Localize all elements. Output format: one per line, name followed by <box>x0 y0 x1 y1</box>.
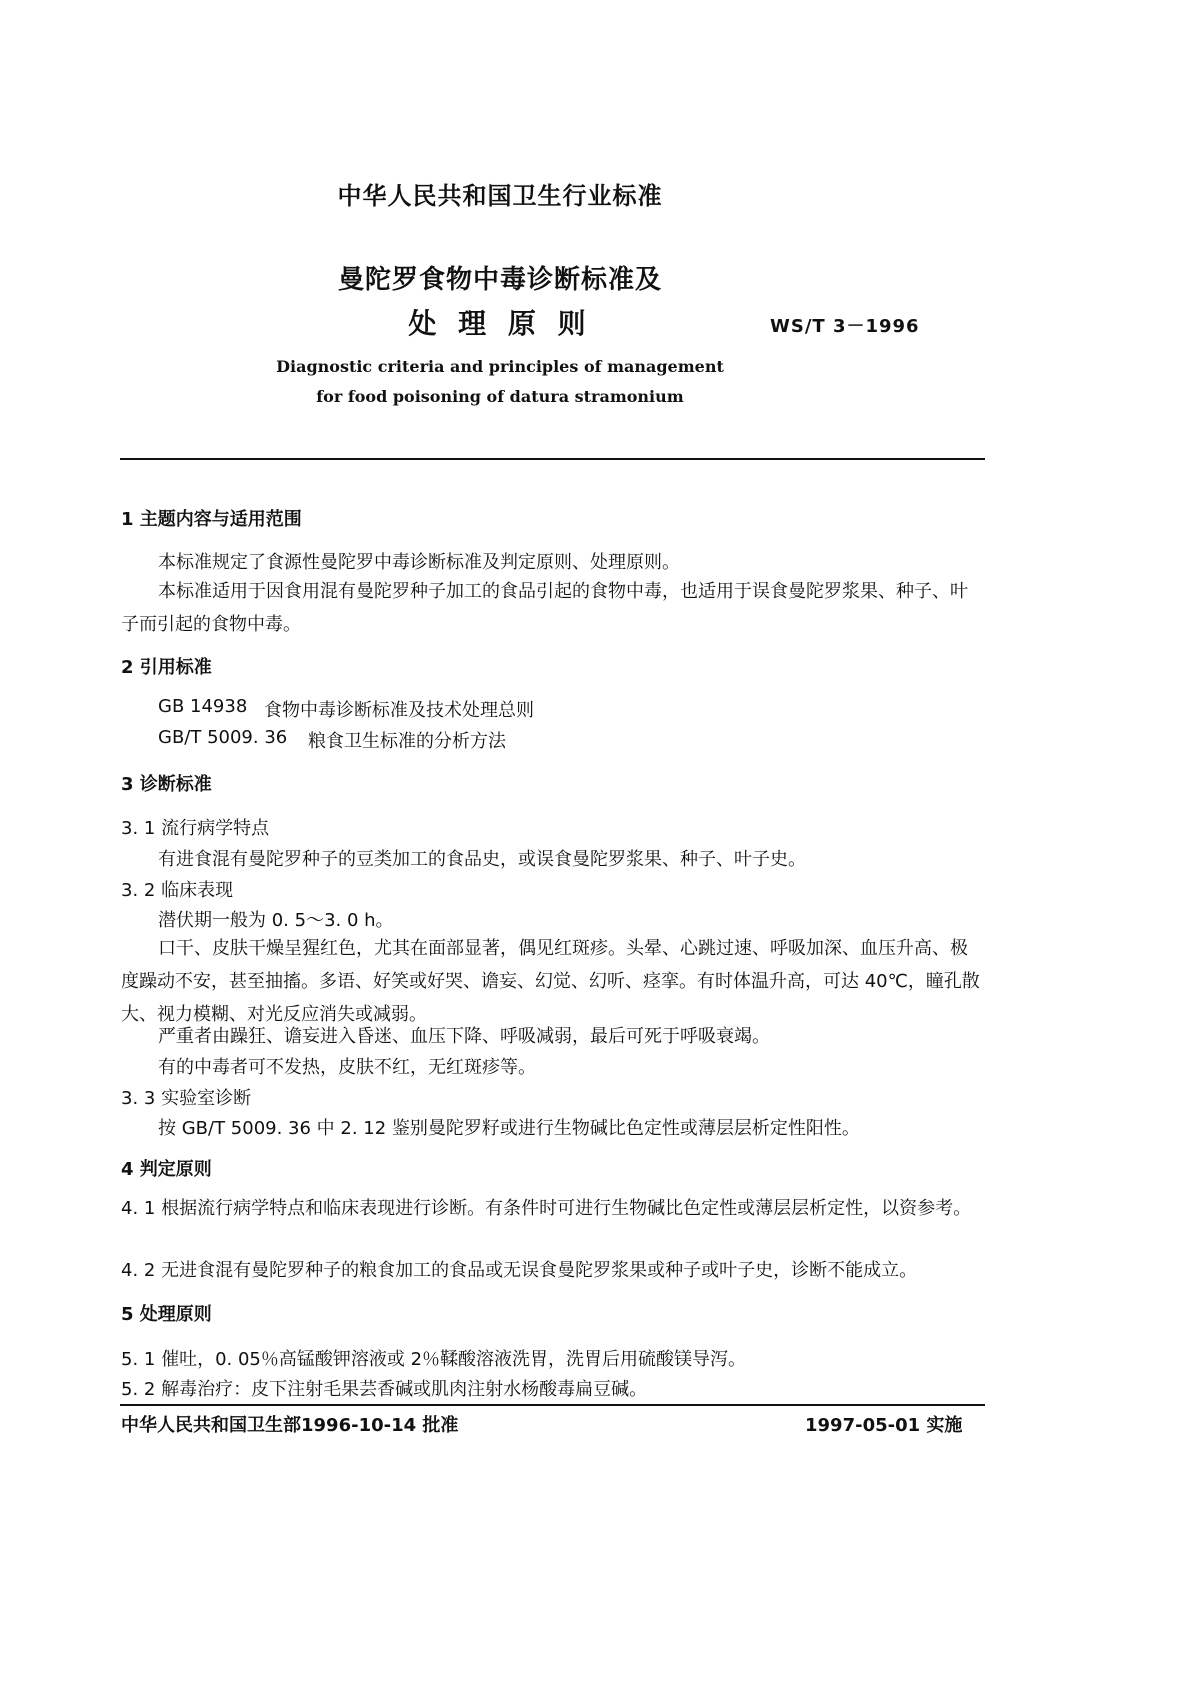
reference-2-code: GB/T 5009. 36 <box>158 727 288 748</box>
section-1-paragraph-1: 本标准规定了食源性曼陀罗中毒诊断标准及判定原则、处理原则。 <box>158 552 680 573</box>
footer-divider <box>120 1404 985 1406</box>
clause-5-1-text: 5. 1 催吐，0. 05％高锰酸钾溶液或 2％鞣酸溶液洗胃，洗胃后用硫酸镁导泻。 <box>121 1349 747 1370</box>
reference-2-title: 粮食卫生标准的分析方法 <box>308 731 506 752</box>
subsection-3-3-text: 按 GB/T 5009. 36 中 2. 12 鉴别曼陀罗籽或进行生物碱比色定性或薄层层析定性阳性。 <box>158 1118 860 1139</box>
standard-code: WS/T 3－1996 <box>770 316 920 337</box>
english-title-line2: for food poisoning of datura stramonium <box>316 387 684 406</box>
subsection-3-1-heading: 3. 1 流行病学特点 <box>121 818 270 839</box>
clause-5-2-text: 5. 2 解毒治疗：皮下注射毛果芸香碱或肌肉注射水杨酸毒扁豆碱。 <box>121 1379 648 1400</box>
section-4-heading: 4 判定原则 <box>121 1159 212 1180</box>
atypical-case-text: 有的中毒者可不发热，皮肤不红，无红斑疹等。 <box>158 1057 536 1078</box>
incubation-period-text: 潜伏期一般为 0. 5～3. 0 h。 <box>158 910 394 931</box>
clause-4-1-text: 4. 1 根据流行病学特点和临床表现进行诊断。有条件时可进行生物碱比色定性或薄层层析定性，以资参考。 <box>121 1198 972 1219</box>
subsection-3-2-heading: 3. 2 临床表现 <box>121 880 234 901</box>
reference-1-code: GB 14938 <box>158 696 248 717</box>
section-1-heading: 1 主题内容与适用范围 <box>121 509 302 530</box>
document-title-line1: 曼陀罗食物中毒诊断标准及 <box>337 265 662 295</box>
section-1-paragraph-2: 本标准适用于因食用混有曼陀罗种子加工的食品引起的食物中毒，也适用于误食曼陀罗浆果、种子、叶子而引起的食物中毒。 <box>121 581 968 635</box>
implementation-date: 1997-05-01 实施 <box>805 1415 963 1436</box>
standard-type-heading: 中华人民共和国卫生行业标准 <box>337 182 663 210</box>
subsection-3-3-heading: 3. 3 实验室诊断 <box>121 1088 252 1109</box>
severe-case-text: 严重者由躁狂、谵妄进入昏迷、血压下降、呼吸减弱，最后可死于呼吸衰竭。 <box>158 1026 770 1047</box>
section-5-heading: 5 处理原则 <box>121 1304 212 1325</box>
section-2-heading: 2 引用标准 <box>121 657 212 678</box>
reference-1-title: 食物中毒诊断标准及技术处理总则 <box>264 700 534 721</box>
clause-4-2-text: 4. 2 无进食混有曼陀罗种子的粮食加工的食品或无误食曼陀罗浆果或种子或叶子史，诊断不能成立。 <box>121 1260 918 1281</box>
approval-line: 中华人民共和国卫生部1996-10-14 批准 <box>121 1415 459 1436</box>
subsection-3-1-text: 有进食混有曼陀罗种子的豆类加工的食品史，或误食曼陀罗浆果、种子、叶子史。 <box>158 849 806 870</box>
clinical-symptoms-text: 口干、皮肤干燥呈猩红色，尤其在面部显著，偶见红斑疹。头晕、心跳过速、呼吸加深、血压升高、极度躁动不安，甚至抽搐。多语、好笑或好哭、谵妄、幻觉、幻听、痉挛。有时体温升高，可达 40℃，瞳孔散大、视力模糊、对光反应消失或减弱。 <box>121 938 980 1025</box>
document-title-line2: 处 理 原 则 <box>408 307 592 340</box>
section-3-heading: 3 诊断标准 <box>121 774 212 795</box>
header-divider <box>120 458 985 460</box>
english-title-line1: Diagnostic criteria and principles of management <box>276 357 724 376</box>
